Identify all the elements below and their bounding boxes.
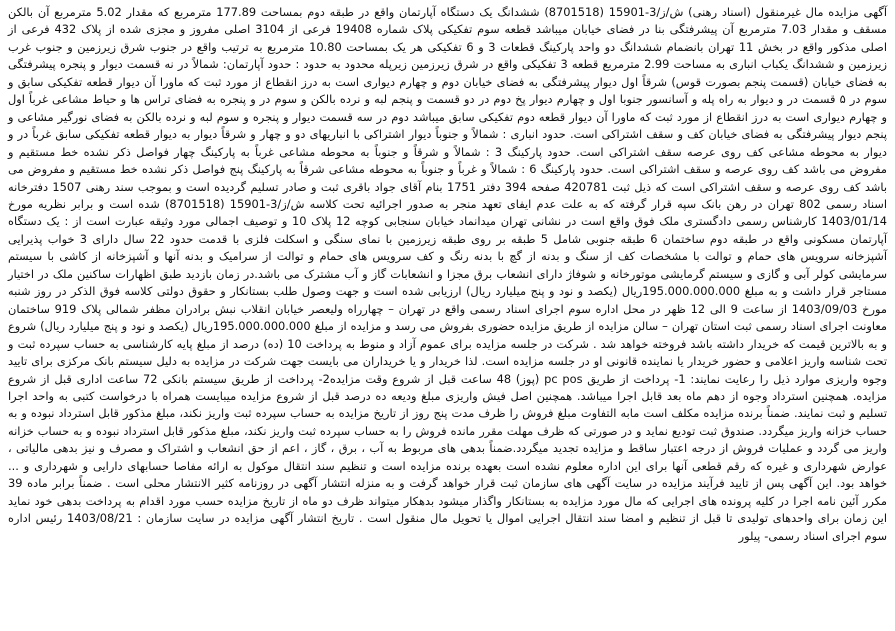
auction-notice-text: آگهی مزایده مال غیرمنقول (اسناد رهنی) ش/ز/3-15901 (8701518) ششدانگ یک دستگاه آپارتمان واقع در طبقه دوم بمساحت 177.89 مترمربع که مقدار 5.02 مترمربع آن بالکن مسقف و مقدار 7.03 مترمربع آن پیشرفتگی بنا در فضای خیابان میباشد قطعه سوم تفکیکی پلاک شماره 19408 فرعی از 3104 اصلی مفروز و مجزی شده از پلاک 432 فرعی از اصلی مذکور واقع در بخش 11 تهران بانضمام ششدانگ دو واحد پارکینگ قطعات 3 و 6 تفکیکی هر یک بمساحت 10.80 مترمربع به ترتیب واقع در جنوب شرق زیرزمین و جنوب غرب زیرزمین و ششدانگ یکباب انباری به مساحت 2.99 مترمربع قطعه 3 تفکیکی واقع در شرق زیرزمین زیرپله محدود به حدود : حدود آپارتمان: شمالاً در نه قسمت دیوار و پنجره پیشرفتگی به فضای خیابان (قسمت پنجم بصورت قوس) شرقاً اول دیوار پیشرفتگی به فضای خیابان دوم و چهارم دیواری است به درز انقطاع از مورد ثبت که ماورا آن دیوار قطعه تفکیکی سابق و سوم در ۵ قسمت در و دیوار به راه پله و آسانسور جنوبا اول و چهارم دیوار پخ دوم در دو قسمت و پنجم لبه و نرده بالکن و سوم در و پنجره به فضای تراس ها و حیاط مشاعی غرباً اول و چهارم دیواری است به درز انقطاع از مورد ثبت که ماورا آن دیوار قطعه دوم تفکیکی سابق میباشد دوم در سه قسمت دیوار و پنجره و سوم لبه و نرده بالکن به فضای نورگیر مشاعی و پنجم دیوار پیشرفتگی به فضای خیابان کف و سقف اشتراکی است. حدود انباری : شمالاً و جنوباً دیوار اشتراکی با انباریهای دو و چهار و شرقاً دیوار به دیوار قطعه تفکیکی سابق غرباً در و دیوار به محوطه مشاعی کف روی عرصه سقف اشتراکی است. حدود پارکینگ 3 : شمالاً و شرقاً و جنوباً به محوطه مشاعی غرباً به پارکینگ چهار فواصل ذکر نشده خط مستقیم و مفروض می باشد کف روی عرصه و سقف اشتراکی است. حدود پارکینگ 6 : شمالاً و غرباً و جنوباً به محوطه مشاعی شرقاً به پارکینگ پنج فواصل ذکر نشده خط مستقیم و مفروض می باشد کف روی عرصه و سقف اشتراکی است که ذیل ثبت 420781 صفحه 394 دفتر 1751 بنام آقای جواد باقری ثبت و صادر تسلیم گردیده است و بموجب سند رهنی 1507 دفترخانه اسناد رسمی 802 تهران در رهن بانک سپه قرار گرفته که به علت عدم ایفای تعهد منجر به صدور اجرائیه تحت کلاسه ش/ز/3-15901 (8701518) شده است و برابر نظریه مورخ 1403/01/14 کارشناس رسمی دادگستری ملک فوق واقع است در نشانی تهران میدانماد خیابان سنجابی کوچه 12 پلاک 10 و توصیف اجمالی مورد وثیقه عبارت است از : یک دستگاه آپارتمان مسکونی واقع در طبقه دوم ساختمان 6 طبقه جنوبی شامل 5 طبقه بر روی طبقه زیرزمین با نمای سنگی و اسکلت فلزی با قدمت حدود 22 سال دارای 3 خواب پذیرایی آشپزخانه سرویس های حمام و توالت با مشخصات کف از سنگ و بدنه از گچ با بدنه رنگ و کف سرویس های حمام و توالت از سرامیک و بدنه آنها و آشپزخانه از کاشی با سیستم سرمایشی کولر آبی و گازی و سیستم گرمایشی موتورخانه و شوفاژ دارای انشعاب برق مجزا و انشعابات گاز و آب مشترک می باشد.در زمان بازدید طبق اظهارات ساکنین ملک در اختیار مستاجر قرار داشت و به مبلغ 195.000.000.000ریال (یکصد و نود و پنج میلیارد ریال) ارزیابی شده است و جهت وصول طلب بستانکار و حقوق دولتی کلاسه فوق الذکر در روز شنبه مورخ 1403/09/03 از ساعت 9 الی 12 ظهر در محل اداره سوم اجرای اسناد رسمی واقع در تهران – چهارراه ولیعصر خیابان انقلاب نبش برادران مظفر شمالی پلاک 919 ساختمان معاونت اجرای اسناد رسمی ثبت استان تهران – سالن مزایده از طریق مزایده حضوری بفروش می رسد و مزایده از مبلغ 195.000.000.000ریال (یکصد و نود و پنج میلیارد ریال) شروع و به بالاترین قیمت که خریدار داشته باشد فروخته خواهد شد . شرکت در جلسه مزایده برای عموم آزاد و منوط به پرداخت 10 (ده) درصد از مبلغ پایه کارشناسی به حساب سپرده ثبت و تحت شناسه واریز اعلامی و حضور خریدار یا نماینده قانونی او در جلسه مزایده است. لذا خریدار و یا خریداران می بایست جهت شرکت در مزایده به دلیل سیستم بانک مرکزی برای تایید وجوه واریزی موارد ذیل را رعایت نمایند: 1- پرداخت از طریق pc pos (پوز) 48 ساعت قبل از شروع وقت مزایده2- پرداخت از طریق سیستم بانکی 72 ساعت اداری قبل از شروع مزایده. همچنین استرداد وجوه از دهم ماه بعد قابل اجرا میباشد. همچنین اصل فیش واریزی مبلغ ودیعه ده درصد قبل از شروع مزایده میبایست همراه با درخواست کتبی به واحد اجرا تسلیم و ثبت نمایند. ضمناً برنده مزایده مکلف است مابه التفاوت مبلغ فروش را ظرف مدت پنج روز از تاریخ مزایده به حساب سپرده ثبت واریز نکند، مبلغ مذکور قابل استرداد نبوده و به حساب خزانه واریز میگردد. صندوق ثبت تودیع نماید و در صورتی که ظرف مهلت مقرر مانده فروش را به حساب سپرده ثبت واریز نکند، مبلغ مذکور قابل استرداد نبوده و به حساب خزانه واریز می گردد و عملیات فروش از درجه اعتبار ساقط و مزایده تجدید میگردد.ضمناً بدهی های مربوط به آب ، برق ، گاز ، اعم از حق انشعاب و اشتراک و مصرف و نیز بدهی مالیاتی ، عوارض شهرداری و غیره که رقم قطعی آنها برای این اداره معلوم نشده است بعهده برنده مزایده است و تنظیم سند انتقال موکول به ارائه مفاصا حسابهای دارایی و شهرداری و ... خواهد بود. این آگهی پس از تایید فرآیند مزایده در سایت آگهی های سازمان ثبت قرار خواهد گرفت و به منزله انتشار آگهی در روزنامه کثیر الانتشار محلی است . ضمناً برابر ماده 39 مکرر آئین نامه اجرا در کلیه پرونده های اجرایی که مال مورد مزایده به بستانکار واگذار میشود بدهکار میتواند ظرف دو ماه از تاریخ مزایده حسب مورد اقدام به پرداخت بدهی خود نماید این زمان برای واحدهای تولیدی تا قبل از تنظیم و امضا سند انتقال اجرایی اموال یا تحویل مال منقول است . تاریخ انتشار آگهی مزایده در سایت سازمان : 1403/08/21 رئیس اداره سوم اجرای اسناد رسمی- پیلور — [8, 5, 888, 543]
